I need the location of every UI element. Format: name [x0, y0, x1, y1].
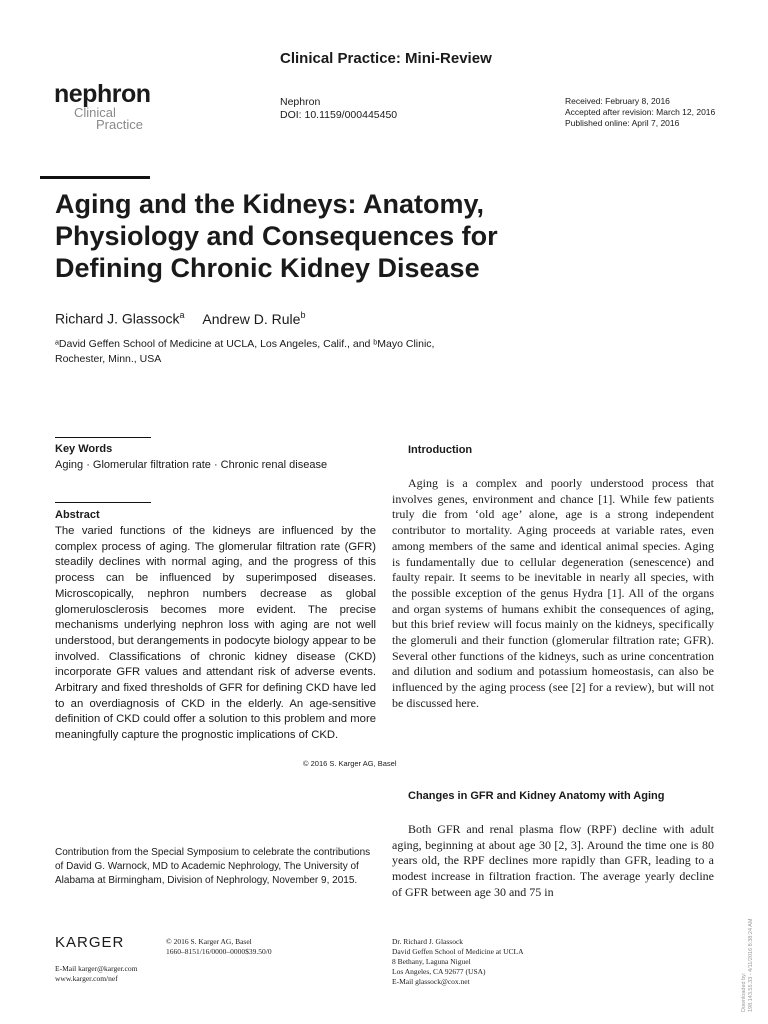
accepted-date: Accepted after revision: March 12, 2016	[565, 107, 716, 117]
abstract-copyright: © 2016 S. Karger AG, Basel	[303, 759, 397, 768]
journal-name: Nephron	[280, 96, 321, 108]
author-glassock: Richard J. Glassock	[55, 310, 180, 327]
correspondence	[392, 937, 524, 987]
changes-heading: Changes in GFR and Kidney Anatomy with Aging	[408, 790, 665, 802]
affiliations	[55, 337, 475, 367]
published-date: Published online: April 7, 2016	[565, 118, 680, 128]
footer-issn: 1660–8151/16/0000–0000$39.50/0	[166, 947, 272, 956]
corr-name: Dr. Richard J. Glassock	[392, 937, 464, 946]
author-rule-affil: b	[300, 310, 306, 320]
author-glassock-affil: a	[179, 310, 185, 320]
corr-institution: David Geffen School of Medicine at UCLA	[392, 947, 524, 956]
affiliation-line-2: Rochester, Minn., USA	[55, 353, 162, 365]
footer-website-link[interactable]: www.karger.com/nef	[55, 974, 118, 983]
footer-copyright-line: © 2016 S. Karger AG, Basel	[166, 937, 252, 946]
authors	[55, 310, 305, 327]
footer-contact	[55, 964, 137, 984]
publisher-logo: KARGER	[55, 934, 125, 951]
corr-email[interactable]: E-Mail glassock@cox.net	[392, 977, 470, 986]
footer-email[interactable]: E-Mail karger@karger.com	[55, 964, 138, 973]
logo-word: nephron	[54, 80, 151, 108]
logo-sub-clinical: Clinical	[74, 105, 116, 120]
author-rule: Andrew D. Rule	[202, 310, 301, 327]
side-note-line-2: 198.143.55.33 - 4/11/2016 8:38:24 AM	[748, 918, 754, 1012]
title-rule	[40, 176, 150, 179]
keywords-heading: Key Words	[55, 443, 113, 455]
article-title: Aging and the Kidneys: Anatomy, Physiology and Consequences for Defining Chronic Kidney Disease	[55, 189, 498, 283]
received-date: Received: February 8, 2016	[565, 96, 670, 106]
article-dates	[565, 96, 715, 129]
affiliation-line-1: ᵃDavid Geffen School of Medicine at UCLA, Los Angeles, Calif., and ᵇMayo Clinic,	[55, 338, 435, 350]
section-label: Clinical Practice: Mini-Review	[280, 50, 492, 67]
journal-logo	[54, 82, 174, 134]
introduction-text: Aging is a complex and poorly understood process that involves genes, environment and chance [1]. While few patients truly die from ‘old age’ alone, age is a strong independent contributor to mortality. Aging proceeds at variable rates, even among members of the same and identical animal species. Aging is fundamentally due to cellular degeneration (senescence) and faulty repair. It seems to be inevitable in nearly all species, with the possible exception of the genus Hydra [1]. All of the organs and organ systems of humans exhibit the consequences of aging, but this brief review will focus mainly on the kidneys, specifically the glomeruli and their function (glomerular filtration rate; GFR). Several other functions of the kidneys, such as urine concentration and dilution and sodium and potassium homeostasis, can also be influenced by the aging process (see [2] for a review), but will not be discussed here.	[392, 476, 714, 710]
corr-city: Los Angeles, CA 92677 (USA)	[392, 967, 486, 976]
abstract-text: The varied functions of the kidneys are influenced by the complex process of aging. The glomerular filtration rate (GFR) steadily declines with normal aging, and the progress of this process can be influenced by superimposed diseases. Microscopically, nephron numbers decrease as global glomerulosclerosis becomes more evident. The precise mechanisms underlying nephron loss with aging are not well understood, but derangements in podocyte biology appear to be involved. Classifications of chronic kidney disease (CKD) incorporate GFR values and attendant risk of adverse events. Arbitrary and fixed thresholds of GFR for defining CKD have led to an overdiagnosis of CKD in the elderly. An age-sensitive definition of CKD could offer a solution to this problem and more meaningfully capture the prognostic implications of CKD.	[55, 525, 376, 742]
doi: DOI: 10.1159/000445450	[280, 109, 398, 121]
keywords-text: Aging · Glomerular filtration rate · Chronic renal disease	[55, 459, 328, 471]
contribution-note: Contribution from the Special Symposium to celebrate the contributions of David G. Warnock, MD to Academic Nephrology, The University of Alabama at Birmingham, Division of Nephrology, November 9, 2015.	[55, 847, 371, 886]
changes-text: Both GFR and renal plasma flow (RPF) decline with adult aging, beginning at about age 30 [2, 3]. Around the time one is 80 years old, the RPF declines more rapidly than GFR, leading to a modest increase in filtration fraction. The average yearly decline of GFR between age 30 and 75 in	[392, 822, 714, 899]
introduction-heading: Introduction	[408, 444, 473, 456]
keywords-rule	[55, 437, 151, 438]
side-note-line-1: Downloaded by:	[741, 972, 747, 1012]
footer-copyright	[166, 937, 272, 957]
abstract-heading: Abstract	[55, 509, 100, 521]
journal-meta	[280, 96, 397, 122]
download-side-note	[741, 919, 755, 1012]
abstract-rule	[55, 502, 151, 503]
corr-street: 8 Bethany, Laguna Niguel	[392, 957, 471, 966]
logo-sub-practice: Practice	[96, 117, 143, 132]
